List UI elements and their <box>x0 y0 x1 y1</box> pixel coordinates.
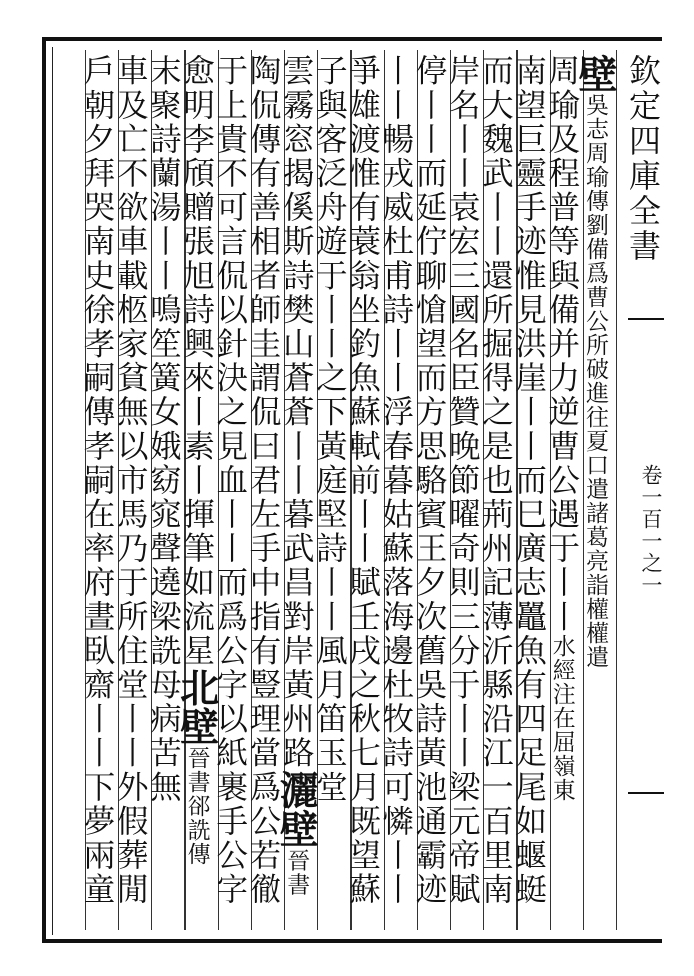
margin-strip <box>622 54 666 924</box>
entry-heading: 灑壁 <box>273 770 320 849</box>
body-text: 戶朝夕拜哭南史徐孝嗣傳孝嗣在率府晝臥齋丨丨下夢兩童 <box>79 54 115 907</box>
volume-label: 卷一百一之一 <box>639 464 663 596</box>
body-text: 丨丨暢戎威杜甫詩丨丨浮春暮姑蘇落海邊杜牧詩可憐丨丨 <box>377 54 414 907</box>
body-text: 而大魏武丨丨還所掘得之是也荊州記薄沂縣沿江一百里南 <box>477 54 514 907</box>
body-text: 周瑜及程普等與備并力逆曹公遇于丨丨 <box>543 54 580 634</box>
book-title: 欽定四庫全書 <box>624 54 662 264</box>
body-text: 南望巨靈手迹惟見洪崖丨丨而巳廣志鼉魚有四足尾如蝘蜓 <box>510 54 547 907</box>
body-text: 停丨丨而延佇聊愴望而方思駱賓王夕次舊吳詩黃池通霸迹 <box>411 54 447 907</box>
annotation-text: 吳志周瑜傳劉備爲曹公所破進往夏口遣諸葛亮詣權權遣 <box>582 93 608 669</box>
entry-heading: 北壁 <box>173 667 220 746</box>
body-text: 雲霧窓揭傒斯詩樊山蒼蒼丨丨暮武昌對岸黃州路 <box>278 54 315 771</box>
body-text: 愈明李頎贈張旭詩興來丨素丨揮筆如流星 <box>178 54 215 668</box>
body-text: 子與客泛舟遊于丨丨之下黃庭堅詩丨丨風月笛玉堂 <box>311 54 348 805</box>
body-text: 末聚詩蘭湯丨丨鳴笙簧女娥窈窕聲遶梁 <box>145 54 182 634</box>
annotation-text: 晉書 <box>283 848 310 897</box>
body-text: 車及亡不欲車載柩家貧無以市馬乃于所住堂丨丨外假葬閒 <box>112 54 149 907</box>
body-text: 詵母病苦無 <box>145 633 182 805</box>
body-text: 于上貴不可言侃以針決之見血丨丨而爲公字以紙裹手公字 <box>211 54 248 907</box>
text-column <box>75 54 119 934</box>
body-text: 爭雄渡惟有蓑翁坐釣魚蘇軾前丨丨賦壬戌之秋七月既望蘇 <box>344 54 381 907</box>
body-text: 岸名丨丨袁宏三國名臣贊晚節曜奇則三分于丨丨梁元帝賦 <box>444 54 481 907</box>
body-text: 陶侃傳有善相者師圭謂侃曰君左手中指有豎理當爲公若徹 <box>245 54 281 907</box>
entry-heading: 壁 <box>572 54 618 93</box>
annotation-text: 晉書郤詵傳 <box>183 745 210 866</box>
annotation-text: 水經注在屈嶺東 <box>548 633 575 802</box>
